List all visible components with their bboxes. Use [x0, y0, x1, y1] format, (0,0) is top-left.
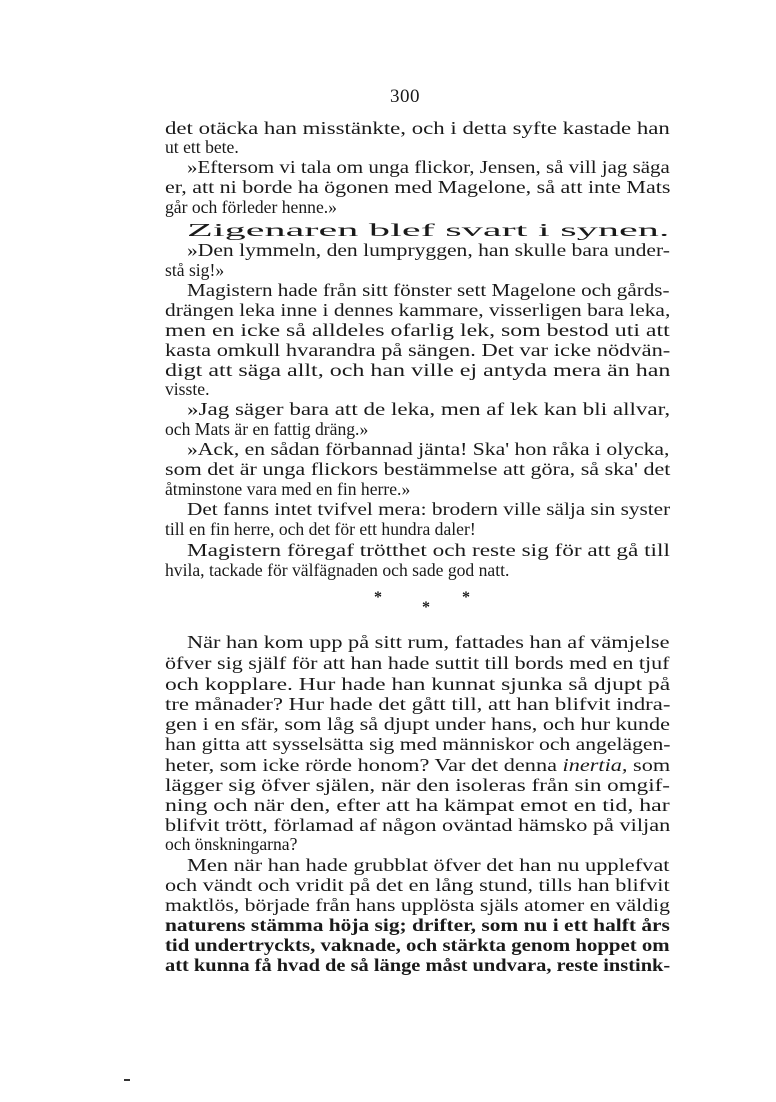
text-line: »Jag säger bara att de leka, men af lek kan bli allvar,: [187, 399, 671, 419]
text-line: stå sig!»: [165, 260, 225, 280]
text-line: »Den lymmeln, den lumpryggen, han skulle bara under-: [187, 240, 670, 260]
text-line: han gitta att sysselsätta sig med människor och angelägen-: [165, 734, 671, 754]
text-line: ut ett bete.: [165, 137, 239, 157]
text-line: naturens stämma höja sig; drifter, som nu i ett halft års: [165, 915, 670, 935]
text-line: digt att säga allt, och han ville ej antyda mera än han: [165, 360, 671, 380]
margin-mark: [124, 1079, 130, 1081]
text-segment: heter, som icke rörde honom? Var det denna: [165, 755, 563, 775]
text-line: och önskningarna?: [165, 834, 298, 854]
text-line: När han kom upp på sitt rum, fattades han af vämjelse: [187, 632, 670, 652]
text-line: Zigenaren blef svart i synen.: [187, 220, 670, 240]
text-line: och Mats är en fattig dräng.»: [165, 419, 369, 439]
text-line: går och förleder henne.»: [165, 197, 337, 217]
text-line: som det är unga flickors bestämmelse att göra, så ska' det: [165, 459, 671, 479]
text-segment: som: [627, 755, 671, 775]
text-line: er, att ni borde ha ögonen med Magelone, så att inte Mats: [165, 177, 671, 197]
text-line: maktlös, började från hans upplösta själs atomer en väldig: [165, 895, 670, 915]
text-line: blifvit trött, förlamad af någon oväntad hämsko på viljan: [165, 815, 671, 835]
text-line: drängen leka inne i dennes kammare, visserligen bara leka,: [165, 300, 671, 320]
text-line: och kopplare. Hur hade han kunnat sjunka så djupt på: [165, 674, 671, 694]
text-line: och vändt och vridit på det en lång stund, tills han blifvit: [165, 875, 670, 895]
text-line: hvila, tackade för välfägnaden och sade god natt.: [165, 560, 510, 580]
italic-word: inertia,: [562, 755, 628, 775]
text-line: öfver sig själf för att han hade suttit till bords med en tjuf: [165, 653, 670, 673]
text-line: »Eftersom vi tala om unga flickor, Jensen, så vill jag säga: [187, 157, 670, 177]
text-line: åtminstone vara med en fin herre.»: [165, 479, 411, 499]
text-line: [165, 755, 670, 775]
text-line: men en icke så alldeles ofarlig lek, som bestod uti att: [165, 320, 670, 340]
separator-asterisk: *: [374, 589, 382, 606]
text-line: att kunna få hvad de så länge måst undvara, reste instink-: [165, 955, 671, 975]
text-line: gen i en sfär, som låg så djupt under hans, och hur kunde: [165, 714, 670, 734]
text-line: ning och när den, efter att ha kämpat emot en tid, har: [165, 795, 670, 815]
text-line: till en fin herre, och det för ett hundra daler!: [165, 519, 476, 539]
text-line: tid undertryckts, vaknade, och stärkta genom hoppet om: [165, 935, 670, 955]
text-line: Det fanns intet tvifvel mera: brodern ville sälja sin syster: [187, 499, 671, 519]
text-line: tre månader? Hur hade det gått till, att han blifvit indra-: [165, 694, 671, 714]
text-line: kasta omkull hvarandra på sängen. Det var icke nödvän-: [165, 340, 671, 360]
text-line: lägger sig öfver själen, när den isoleras från sin omgif-: [165, 775, 670, 795]
text-line: det otäcka han misstänkte, och i detta syfte kastade han: [165, 118, 670, 138]
text-line: Magistern hade från sitt fönster sett Magelone och gårds-: [187, 280, 670, 300]
text-line: Magistern föregaf trötthet och reste sig för att gå till: [187, 540, 670, 560]
text-line: Men när han hade grubblat öfver det han nu upplefvat: [187, 855, 670, 875]
text-line: visste.: [165, 379, 210, 399]
text-line: »Ack, en sådan förbannad jänta! Ska' hon råka i olycka,: [187, 439, 670, 459]
page-number: 300: [390, 86, 420, 107]
separator-asterisk: *: [422, 599, 430, 616]
separator-asterisk: *: [462, 589, 470, 606]
